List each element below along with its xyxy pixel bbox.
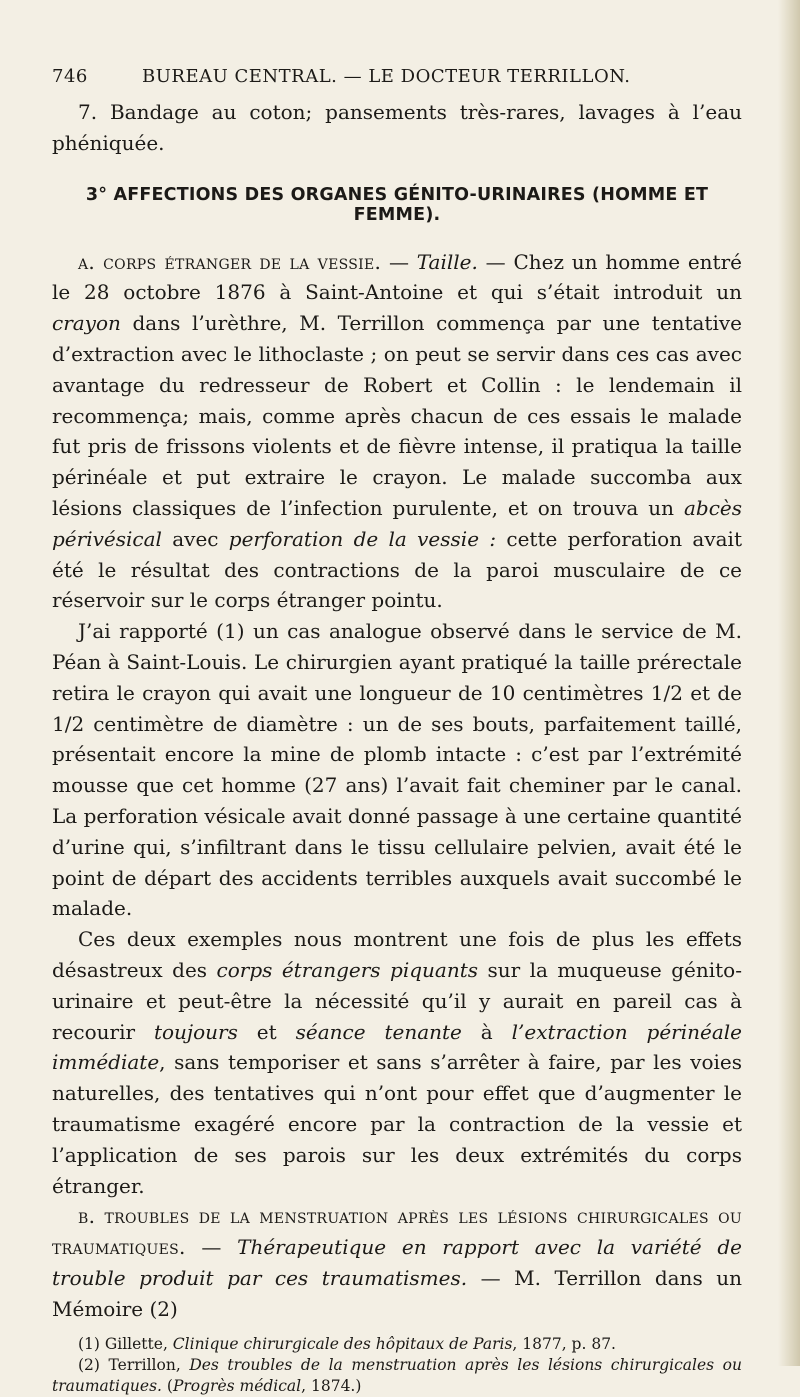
- text-run: Ces deux exemples nous montrent une fois de plus les effets désastreux des: [52, 927, 742, 982]
- page-edge-shadow: [778, 0, 800, 1366]
- page-number: 746: [52, 66, 88, 87]
- text-run: avec: [161, 526, 229, 551]
- italic-term: perforation de la vessie :: [228, 526, 497, 551]
- paragraph-b: [52, 1201, 742, 1324]
- text-run: , sans temporiser et sans s’arrêter à faire, par les voies naturelles, des tentatives qui n’ont pour effet que d’augmenter le traumatisme exagéré encore par la contraction de la vessie et l’application de ses parois sur les deux extrémités du corps étranger.: [52, 1050, 742, 1198]
- italic-term: Clinique chirurgicale des hôpitaux de Paris: [172, 1335, 513, 1354]
- text-run: sur la muqueuse génito-urinaire et peut-être la nécessité qu’il y aurait en pareil cas à recourir: [52, 957, 742, 1044]
- paragraph-b-label: b. troubles de la menstruation après les lésions chirurgicales ou traumatiques.: [52, 1204, 742, 1260]
- section-3-heading: 3° AFFECTIONS DES ORGANES GÉNITO-URINAIRES (HOMME ET FEMME).: [85, 184, 709, 225]
- text-run: cette perforation avait été le résultat des contractions de la paroi musculaire de ce réservoir sur le corps étranger pointu.: [52, 526, 742, 613]
- paragraph-pean: J’ai rapporté (1) un cas analogue observé dans le service de M. Péan à Saint-Louis. Le chirurgien ayant pratiqué la taille prérectale retira le crayon qui avait une longueur de 10 centimètres 1/2 et de 1/2 centimètre de diamètre : un de ses bouts, parfaitement taillé, présentait encore la mine de plomb intacte : c’est par l’extrémité mousse que cet homme (27 ans) l’avait fait cheminer par le canal. La perforation vésicale avait donné passage à une certaine quantité d’urine qui, s’infiltrant dans le tissu cellulaire pelvien, avait été le point de départ des accidents terribles auxquels avait succombé le malade.: [52, 619, 742, 921]
- footnote-1: [52, 1334, 742, 1355]
- text-run: — M. Terrillon dans un Mémoire (2): [52, 1265, 742, 1321]
- item-7-paragraph: 7. Bandage au coton; pansements très-rares, lavages à l’eau phéniquée.: [52, 100, 742, 155]
- text-run: — Chez un homme entré le 28 octobre 1876 à Saint-Antoine et qui s’était introduit un: [52, 249, 742, 305]
- paragraph-a: [52, 247, 742, 617]
- footnote-2: [52, 1355, 742, 1397]
- paragraph-exemples: [52, 924, 742, 1201]
- text-run: (: [161, 1377, 173, 1396]
- italic-term: abcès périvésical: [52, 495, 742, 551]
- paragraph-b-title: Thérapeutique en rapport avec la variété de trouble produit par ces traumatismes.: [52, 1235, 742, 1290]
- text-run: —: [381, 249, 417, 274]
- italic-term: Progrès médical: [172, 1377, 302, 1396]
- text-run: , 1877, p. 87.: [512, 1335, 616, 1354]
- italic-term: séance tenante: [295, 1019, 462, 1044]
- text-run: à: [461, 1019, 512, 1044]
- italic-term: corps étrangers piquants: [216, 957, 478, 982]
- text-run: (2) Terrillon,: [78, 1356, 190, 1375]
- text-run: dans l’urèthre, M. Terrillon commença par une tentative d’extraction avec le lithoclaste ; on peut se servir dans ces cas avec avantage du redresseur de Robert et Collin : le lendemain il recommença; mais, comme après chacun de ces essais le malade fut pris de frissons violents et de fièvre intense, il pratiqua la taille périnéale et put extraire le crayon. Le malade succomba aux lésions classiques de l’infection purulente, et on trouva un: [52, 311, 742, 520]
- book-page: [52, 66, 742, 1397]
- running-header: [52, 66, 742, 87]
- text-run: (1) Gillette,: [78, 1335, 173, 1354]
- italic-term: toujours: [153, 1019, 238, 1044]
- italic-term: l’extraction périnéale immédiate: [52, 1019, 742, 1075]
- paragraph-a-label: a. corps étranger de la vessie.: [78, 249, 382, 274]
- text-run: , 1874.): [301, 1377, 362, 1396]
- text-run: —: [185, 1235, 238, 1260]
- running-title: BUREAU CENTRAL. — LE DOCTEUR TERRILLON.: [142, 66, 631, 87]
- text-run: et: [237, 1019, 296, 1044]
- italic-term: Des troubles de la menstruation après les lésions chirurgicales ou traumatiques.: [52, 1356, 742, 1396]
- italic-term: crayon: [52, 311, 121, 336]
- paragraph-a-title: Taille.: [416, 249, 478, 274]
